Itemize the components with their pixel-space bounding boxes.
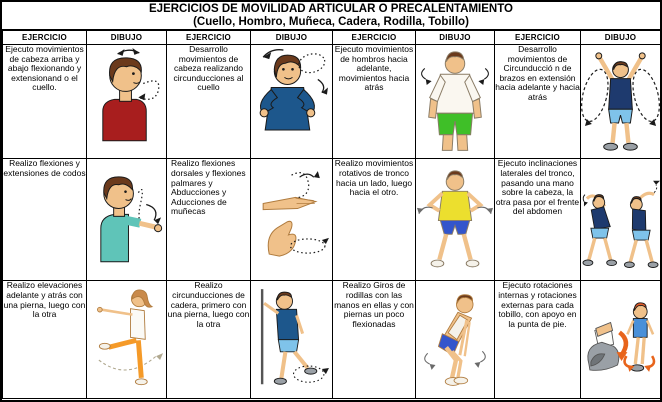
drawing-cell	[251, 281, 333, 399]
exercise-cell	[333, 159, 416, 281]
exercise-text: Desarrollo movimientos de Circunducció n de brazos en extensión hacia adelante y hacia atrás	[495, 44, 580, 102]
exercise-cell	[495, 281, 581, 399]
exercise-text: Ejecuto inclinaciones laterales del tronco, pasando una mano sobre la cabeza, la otra pasa por el frente del abdomen	[495, 158, 580, 217]
column-header: DIBUJO	[251, 31, 333, 45]
drawing-cell	[251, 159, 333, 281]
trunk-lateral-inclination-drawing	[581, 165, 660, 276]
exercise-table	[2, 30, 661, 399]
arm-circumduction-drawing	[581, 46, 660, 157]
column-header: DIBUJO	[416, 31, 495, 45]
neck-circumduction-drawing	[251, 45, 332, 158]
leg-elevation-drawing	[87, 285, 166, 396]
header-row	[3, 31, 661, 45]
exercise-cell	[495, 159, 581, 281]
title-block	[2, 2, 660, 30]
hip-circumduction-drawing	[251, 283, 332, 396]
exercise-text: Ejecuto rotaciones internas y rotaciones externas para cada tobillo, con apoyo en la punta de pie.	[498, 280, 577, 329]
exercise-cell	[3, 159, 87, 281]
drawing-cell	[416, 159, 495, 281]
page-title: EJERCICIOS DE MOVILIDAD ARTICULAR O PRECALENTAMIENTO	[149, 3, 513, 15]
drawing-cell	[416, 45, 495, 159]
drawing-cell	[87, 45, 167, 159]
exercise-cell	[333, 281, 416, 399]
column-header: EJERCICIO	[3, 31, 87, 45]
page-subtitle: (Cuello, Hombro, Muñeca, Cadera, Rodilla, Tobillo)	[193, 15, 469, 28]
table-row	[3, 45, 661, 159]
drawing-cell	[416, 281, 495, 399]
exercise-text: Ejecuto movimientos de hombros hacia adelante, movimientos hacia atrás	[334, 44, 414, 93]
exercise-text: Realizo movimientos rotativos de tronco hacia un lado, luego hacia el otro.	[334, 158, 414, 198]
trunk-rotation-drawing	[416, 165, 494, 274]
exercise-cell	[3, 45, 87, 159]
drawing-cell	[581, 281, 661, 399]
drawing-cell	[581, 159, 661, 281]
wrist-flexion-abduction-drawing	[251, 163, 332, 276]
elbow-flexion-extension-drawing	[87, 165, 166, 276]
column-header: EJERCICIO	[167, 31, 251, 45]
column-header: DIBUJO	[581, 31, 661, 45]
drawing-cell	[251, 45, 333, 159]
exercise-text: Realizo circunducciones de cadera, primero con una pierna, luego con la otra	[167, 280, 250, 329]
exercise-text: Realizo flexiones dorsales y flexiones palmares y Abducciones y Aducciones de muñecas	[171, 158, 246, 217]
exercise-cell	[333, 45, 416, 159]
ankle-rotation-drawing	[581, 285, 660, 396]
exercise-text: Desarrollo movimientos de cabeza realizando circunducciones al cuello	[173, 44, 244, 93]
exercise-cell	[167, 159, 251, 281]
exercise-text: Realizo Giros de rodillas con las manos en ellas y con piernas un poco flexionadas	[334, 280, 414, 329]
table-row	[3, 281, 661, 399]
exercise-cell	[495, 45, 581, 159]
knee-circles-drawing	[416, 285, 494, 394]
exercise-cell	[167, 45, 251, 159]
shoulder-forward-backward-drawing	[416, 47, 494, 156]
exercise-cell	[167, 281, 251, 399]
head-up-down-flexion-drawing	[87, 46, 166, 157]
drawing-cell	[87, 281, 167, 399]
drawing-cell	[87, 159, 167, 281]
column-header: EJERCICIO	[495, 31, 581, 45]
exercise-cell	[3, 281, 87, 399]
drawing-cell	[581, 45, 661, 159]
table-row	[3, 159, 661, 281]
column-header: EJERCICIO	[333, 31, 416, 45]
column-header: DIBUJO	[87, 31, 167, 45]
exercise-text: Realizo flexiones y extensiones de codos	[3, 158, 86, 178]
exercise-text: Ejecuto movimientos de cabeza arriba y abajo flexionando y extensionand o el cuello.	[5, 44, 84, 93]
exercise-text: Realizo elevaciones adelante y atrás con una pierna, luego con la otra	[3, 280, 86, 320]
